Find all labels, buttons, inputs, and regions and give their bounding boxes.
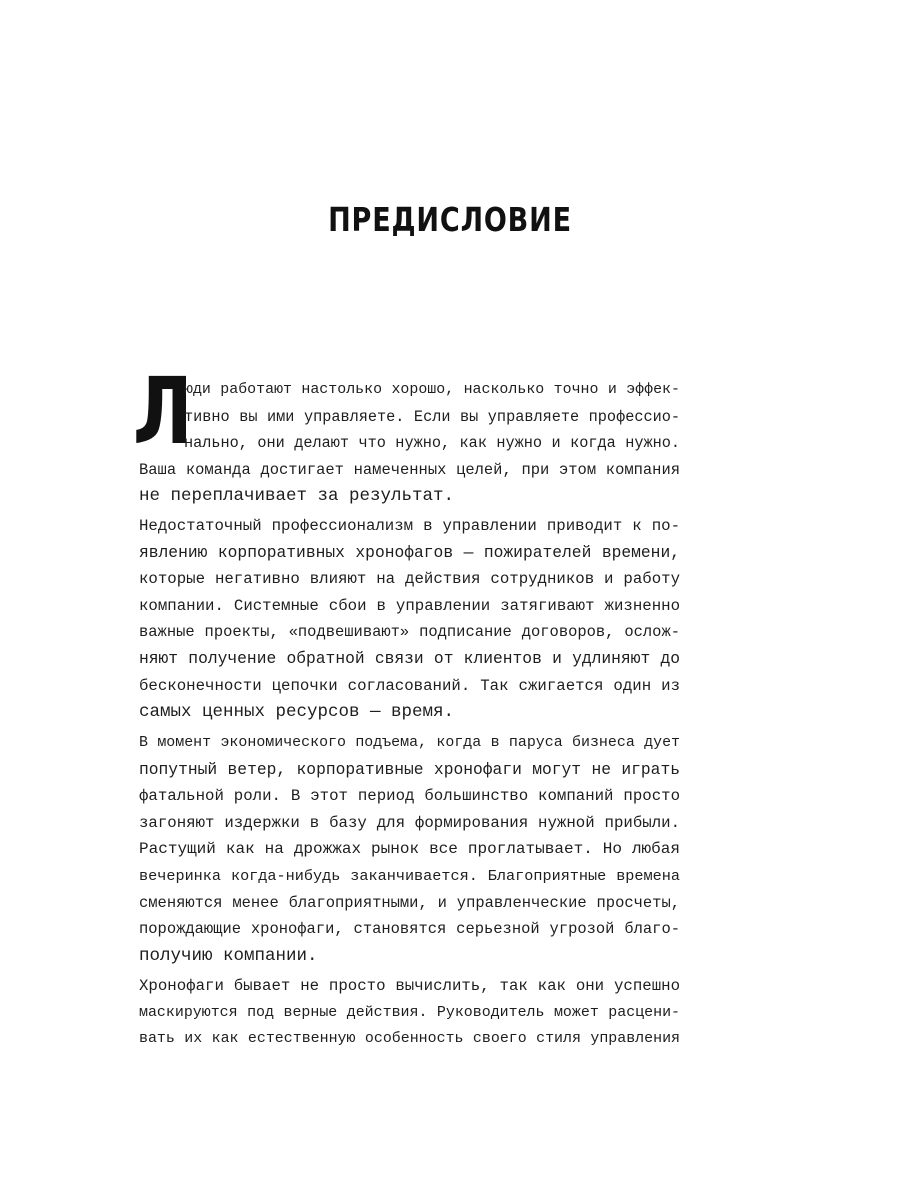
text-line: явлению корпоративных хронофагов — пожирателей времени, <box>139 542 680 562</box>
text-line: юди работают настолько хорошо, насколько точно и эффек- <box>184 382 680 398</box>
text-line: сменяются менее благоприятными, и управленческие просчеты, <box>139 893 680 912</box>
text-line: загоняют издержки в базу для формирования нужной прибыли. <box>139 813 680 832</box>
text-line: получию компании. <box>139 945 318 966</box>
drop-cap: Л <box>133 358 193 465</box>
paragraph-3 <box>139 730 680 969</box>
text-line: вать их как естественную особенность своего стиля управления <box>139 1031 680 1048</box>
text-line: порождающие хронофаги, становятся серьезной угрозой благо- <box>139 920 680 939</box>
chapter-title: ПРЕДИСЛОВИЕ <box>328 200 572 239</box>
paragraph-1 <box>139 377 680 510</box>
text-line: компании. Системные сбои в управлении затягивают жизненно <box>139 596 680 615</box>
text-line: Ваша команда достигает намеченных целей, при этом компания <box>139 460 680 479</box>
text-line: Растущий как на дрожжах рынок все проглатывает. Но любая <box>139 840 680 859</box>
text-line: нально, они делают что нужно, как нужно и когда нужно. <box>184 434 680 453</box>
text-line: няют получение обратной связи от клиентов и удлиняют до <box>139 648 680 668</box>
text-line: вечеринка когда-нибудь заканчивается. Благоприятные времена <box>139 866 680 885</box>
text-line: которые негативно влияют на действия сотрудников и работу <box>139 570 680 589</box>
text-line: важные проекты, «подвешивают» подписание договоров, ослож- <box>139 623 680 642</box>
text-line: тивно вы ими управляете. Если вы управляете профессио- <box>184 407 680 426</box>
text-line: В момент экономического подъема, когда в паруса бизнеса дует <box>139 735 680 751</box>
text-line: попутный ветер, корпоративные хронофаги могут не играть <box>139 759 680 779</box>
text-line: фатальной роли. В этот период большинство компаний просто <box>139 787 680 806</box>
text-line: Недостаточный профессионализм в управлении приводит к по- <box>139 517 680 535</box>
text-line: маскируются под верные действия. Руководитель может расцени- <box>139 1004 680 1021</box>
text-line: бесконечности цепочки согласований. Так сжигается один из <box>139 676 680 695</box>
text-line: самых ценных ресурсов — время. <box>139 702 455 723</box>
text-line: Хронофаги бывает не просто вычислить, так как они успешно <box>139 977 680 995</box>
text-line: не переплачивает за результат. <box>139 486 455 507</box>
paragraph-4 <box>139 973 680 1053</box>
paragraph-2 <box>139 513 680 726</box>
